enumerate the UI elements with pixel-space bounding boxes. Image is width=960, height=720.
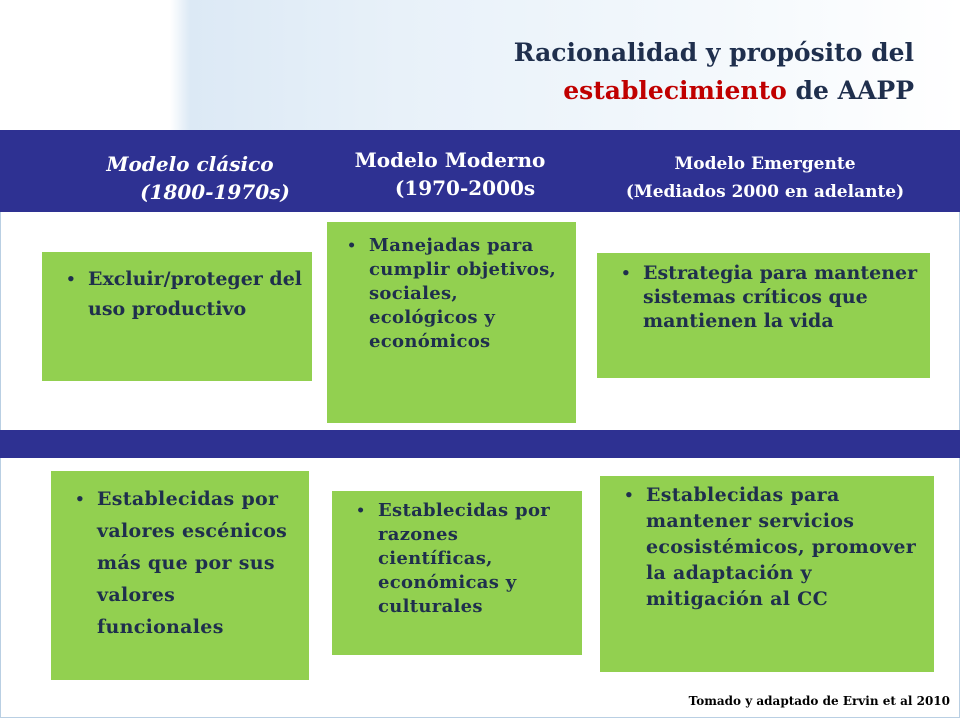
column-header-classic bbox=[80, 150, 300, 206]
column-name: Modelo Emergente bbox=[674, 154, 856, 174]
row-divider-band bbox=[0, 430, 960, 458]
column-header-modern bbox=[330, 146, 570, 202]
title-line-1: Racionalidad y propósito del bbox=[513, 38, 914, 67]
box-classic-rationale bbox=[51, 471, 309, 680]
bullet-item: • Manejadas para cumplir objetivos, sociales, ecológicos y económicos bbox=[369, 234, 570, 354]
bullet-item: • Establecidas para mantener servicios ecosistémicos, promover la adaptación y mitigación al CC bbox=[646, 482, 928, 612]
title-accent: establecimiento bbox=[563, 76, 787, 105]
column-name: Modelo Moderno bbox=[354, 148, 546, 172]
bullet-item: • Excluir/proteger del uso productivo bbox=[88, 264, 304, 324]
title-line-2-rest: de AAPP bbox=[786, 76, 914, 105]
source-credit: Tomado y adaptado de Ervin et al 2010 bbox=[688, 694, 950, 708]
column-period: (1800-1970s) bbox=[140, 180, 290, 204]
box-emergent-purpose bbox=[597, 253, 930, 378]
column-period: (1970-2000s bbox=[394, 176, 536, 200]
column-name: Modelo clásico bbox=[106, 152, 274, 176]
column-header-emergent bbox=[600, 150, 930, 206]
box-modern-rationale bbox=[332, 491, 582, 655]
bullet-item: • Establecidas por razones científicas, económicas y culturales bbox=[378, 499, 576, 619]
slide-title bbox=[514, 34, 914, 110]
bullet-item: • Estrategia para mantener sistemas críticos que mantienen la vida bbox=[643, 261, 924, 333]
column-period: (Mediados 2000 en adelante) bbox=[625, 182, 905, 202]
bullet-item: • Establecidas por valores escénicos más que por sus valores funcionales bbox=[97, 483, 303, 643]
box-emergent-rationale bbox=[600, 476, 934, 672]
title-line-2 bbox=[514, 72, 914, 110]
box-modern-purpose bbox=[327, 222, 576, 423]
box-classic-purpose bbox=[42, 252, 312, 381]
